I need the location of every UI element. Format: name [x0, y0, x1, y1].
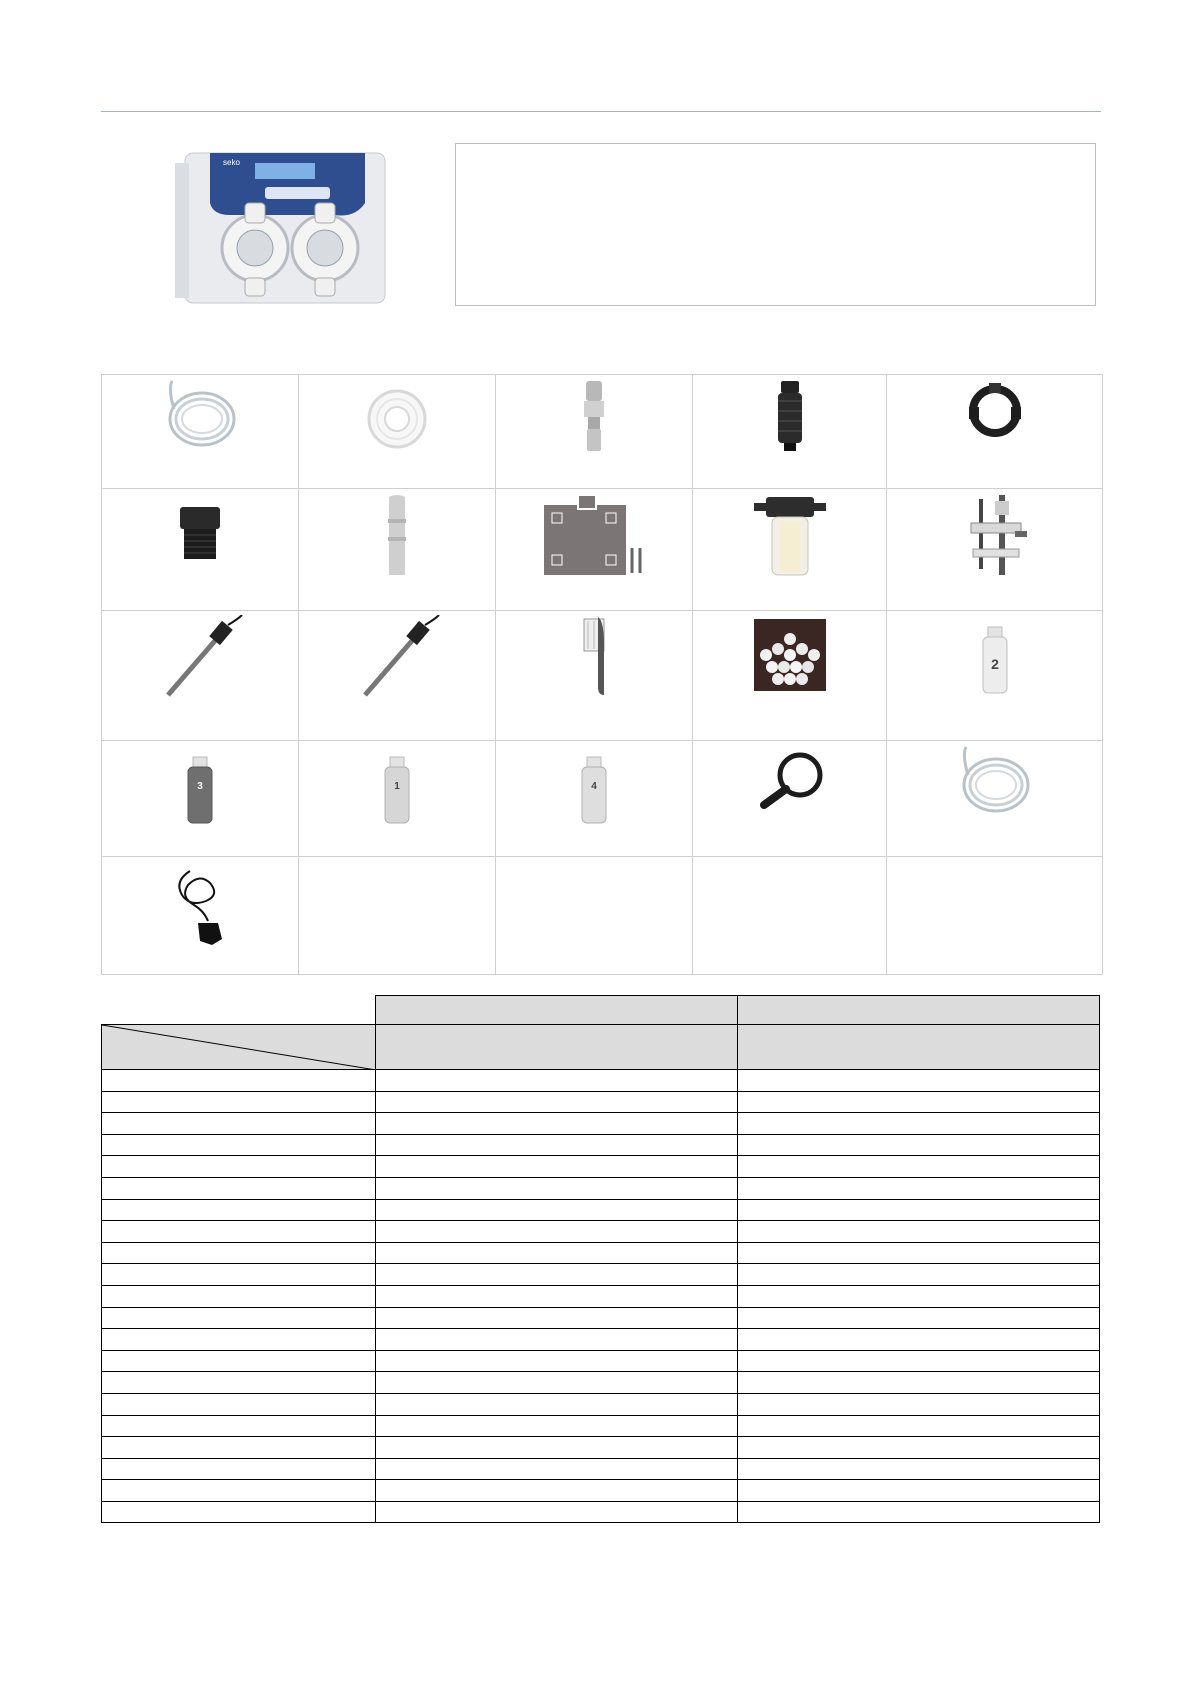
spec-row-value [738, 1458, 1100, 1480]
spec-row-value [738, 1329, 1100, 1351]
spec-row-label [102, 1437, 376, 1459]
accessory-cell-empty [496, 857, 693, 975]
spec-row-value [376, 1091, 738, 1113]
spec-row-value [738, 1113, 1100, 1135]
spec-row-value [738, 1242, 1100, 1264]
spec-row-label [102, 1134, 376, 1156]
accessory-cell [102, 741, 299, 857]
spec-row-value [376, 1480, 738, 1502]
pipe-saddle-clamp-icon [955, 379, 1035, 454]
spec-row-label [102, 1329, 376, 1351]
dosing-pump-icon [165, 143, 410, 313]
spec-row-value [738, 1285, 1100, 1307]
spec-row [102, 1307, 1100, 1329]
spec-row-value [376, 1199, 738, 1221]
ceramic-weight-icon [357, 493, 437, 583]
header-rule [101, 111, 1101, 112]
spec-row [102, 1501, 1100, 1523]
spec-row [102, 1372, 1100, 1394]
spec-sub-header [738, 1025, 1100, 1070]
spec-row-value [738, 1221, 1100, 1243]
spec-row [102, 1350, 1100, 1372]
spec-row [102, 1091, 1100, 1113]
spec-row-label [102, 1177, 376, 1199]
spec-row-value [376, 1372, 738, 1394]
accessory-cell [299, 741, 496, 857]
spec-corner-blank [102, 996, 376, 1025]
spec-row [102, 1415, 1100, 1437]
spec-row [102, 1070, 1100, 1092]
spec-row-value [738, 1480, 1100, 1502]
accessory-cell [299, 611, 496, 741]
bottle-label: 1 [394, 781, 400, 792]
spec-row-label [102, 1372, 376, 1394]
spec-row-label [102, 1070, 376, 1092]
spec-row-label [102, 1199, 376, 1221]
filter-wrench-icon [750, 745, 830, 835]
probe-holder-panel-icon [955, 493, 1035, 583]
accessory-cell [693, 741, 887, 857]
spec-row-label [102, 1264, 376, 1286]
ceramic-spheres-icon [750, 615, 830, 695]
accessory-cell [496, 611, 693, 741]
spec-row-value [738, 1415, 1100, 1437]
dosing-pump-image [165, 143, 410, 313]
accessory-cell [102, 857, 299, 975]
spec-row [102, 1264, 1100, 1286]
cleaning-brush-icon [554, 615, 634, 705]
spec-row [102, 1285, 1100, 1307]
accessory-cell-empty [693, 857, 887, 975]
accessory-cell [299, 489, 496, 611]
spec-row-value [738, 1393, 1100, 1415]
spec-row-label [102, 1501, 376, 1523]
buffer-solution-bottle-icon [357, 745, 437, 835]
spec-row-value [376, 1437, 738, 1459]
spec-row [102, 1437, 1100, 1459]
injection-valve-icon [554, 379, 634, 454]
spec-row-value [738, 1437, 1100, 1459]
accessory-cell [102, 611, 299, 741]
accessory-cell [887, 375, 1103, 489]
spec-row [102, 1221, 1100, 1243]
clear-tubing-coil-icon [950, 745, 1040, 825]
spec-row [102, 1177, 1100, 1199]
buffer-solution-bottle-icon [160, 745, 240, 835]
accessory-cell-empty [299, 857, 496, 975]
spec-diagonal-header-cell [102, 1025, 376, 1070]
spec-row-value [376, 1221, 738, 1243]
spec-row-value [376, 1134, 738, 1156]
spec-row-label [102, 1091, 376, 1113]
accessory-cell [102, 489, 299, 611]
foot-filter-icon [750, 379, 830, 454]
spec-row-value [376, 1113, 738, 1135]
spec-row-value [738, 1134, 1100, 1156]
spec-row [102, 1113, 1100, 1135]
spec-row [102, 1156, 1100, 1178]
spec-row [102, 1393, 1100, 1415]
spec-row-value [738, 1307, 1100, 1329]
spec-table [101, 995, 1100, 1523]
accessory-cell [887, 611, 1103, 741]
spec-row-value [738, 1350, 1100, 1372]
bottle-label: 2 [990, 656, 999, 672]
accessory-cell [693, 375, 887, 489]
spec-row-value [376, 1264, 738, 1286]
spec-row-value [738, 1177, 1100, 1199]
spec-row-label [102, 1350, 376, 1372]
brand-text: seko [223, 158, 240, 167]
spec-row [102, 1242, 1100, 1264]
spec-row-value [376, 1393, 738, 1415]
spec-row-value [376, 1242, 738, 1264]
spec-table-body [102, 1070, 1100, 1523]
spec-sub-header [376, 1025, 738, 1070]
accessory-cell-empty [887, 857, 1103, 975]
bottle-label: 4 [591, 781, 597, 792]
buffer-solution-bottle-icon [554, 745, 634, 835]
wall-bracket-icon [534, 493, 654, 583]
spec-row [102, 1458, 1100, 1480]
spec-row-value [376, 1458, 738, 1480]
spec-row-label [102, 1307, 376, 1329]
spec-row-value [376, 1415, 738, 1437]
spec-row-label [102, 1458, 376, 1480]
spec-row-label [102, 1415, 376, 1437]
spec-row-value [738, 1372, 1100, 1394]
accessory-cell [693, 489, 887, 611]
accessory-cell [299, 375, 496, 489]
spec-row-value [376, 1070, 738, 1092]
spec-row-label [102, 1393, 376, 1415]
accessory-cell [496, 375, 693, 489]
white-tubing-coil-icon [357, 379, 437, 454]
spec-row-value [738, 1091, 1100, 1113]
bottle-label: 3 [197, 781, 203, 792]
accessory-cell [496, 489, 693, 611]
spec-row-value [738, 1199, 1100, 1221]
spec-row-value [738, 1156, 1100, 1178]
clear-tubing-coil-icon [160, 379, 240, 454]
spec-row-value [738, 1501, 1100, 1523]
accessory-cell [887, 741, 1103, 857]
spec-row-label [102, 1156, 376, 1178]
spec-row-value [376, 1156, 738, 1178]
ph-electrode-icon [150, 615, 250, 705]
accessories-grid [101, 374, 1103, 975]
spec-row-value [738, 1264, 1100, 1286]
spec-column-header [376, 996, 738, 1025]
spec-row-value [376, 1501, 738, 1523]
spec-row [102, 1134, 1100, 1156]
spec-row-label [102, 1242, 376, 1264]
spec-row-value [376, 1329, 738, 1351]
spec-column-header [738, 996, 1100, 1025]
spec-row-label [102, 1113, 376, 1135]
accessory-cell [693, 611, 887, 741]
spec-row-value [376, 1307, 738, 1329]
spec-row-label [102, 1221, 376, 1243]
spec-row [102, 1329, 1100, 1351]
accessory-cell [102, 375, 299, 489]
product-info-box [455, 143, 1096, 306]
spec-row-value [738, 1070, 1100, 1092]
threaded-adapter-icon [160, 493, 240, 568]
spec-row-value [376, 1177, 738, 1199]
diagonal-divider [102, 1025, 376, 1070]
redox-electrode-icon [347, 615, 447, 705]
accessory-cell [887, 489, 1103, 611]
spec-row [102, 1199, 1100, 1221]
spec-row-label [102, 1285, 376, 1307]
spec-row-value [376, 1350, 738, 1372]
spec-row [102, 1480, 1100, 1502]
level-probe-icon [160, 861, 240, 951]
spec-row-value [376, 1285, 738, 1307]
water-filter-housing-icon [750, 493, 830, 583]
spec-row-label [102, 1480, 376, 1502]
buffer-solution-bottle-icon [955, 615, 1035, 705]
accessory-cell [496, 741, 693, 857]
